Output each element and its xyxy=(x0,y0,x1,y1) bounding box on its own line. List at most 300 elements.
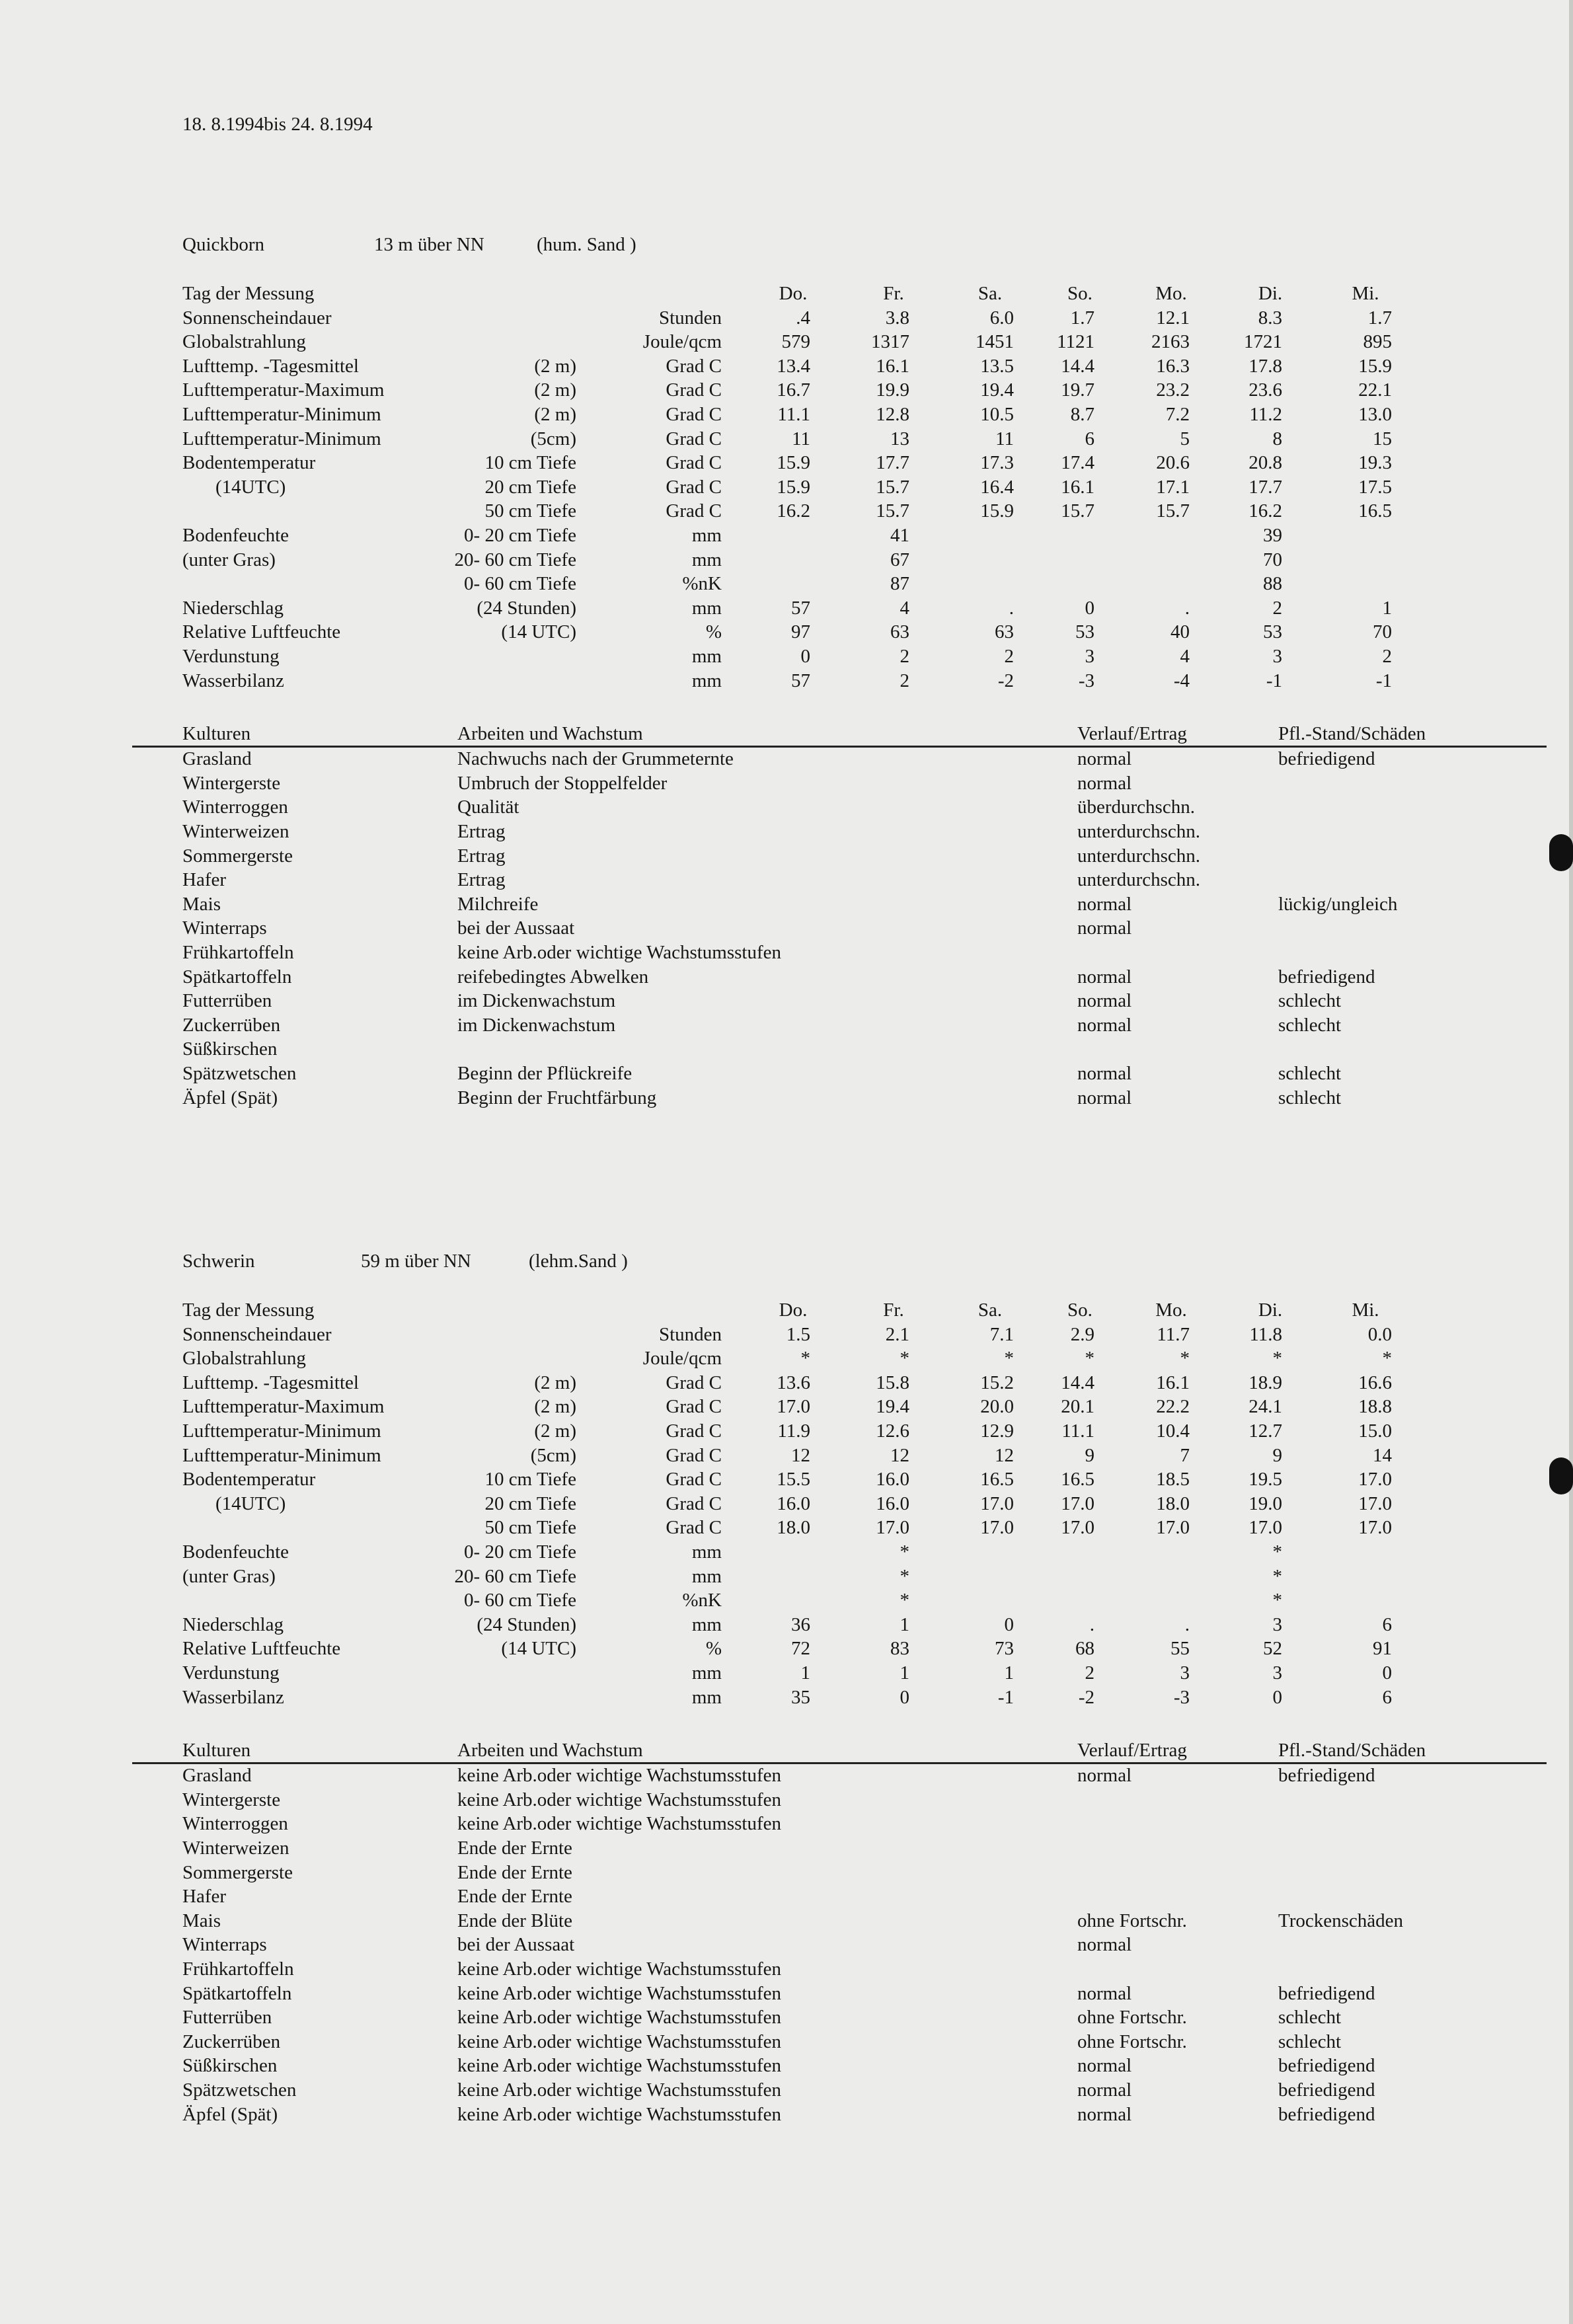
crop-work-growth: im Dickenwachstum xyxy=(457,990,616,1012)
measurement-value: 16.5 xyxy=(1061,1469,1094,1491)
measurement-label: Sonnenscheindauer xyxy=(182,307,332,329)
day-header: Fr. xyxy=(883,283,904,304)
crop-work-growth: Ertrag xyxy=(457,845,506,867)
measurement-value: * xyxy=(1272,1590,1282,1611)
measurement-label: Lufttemperatur-Maximum xyxy=(182,1396,385,1418)
day-header: Do. xyxy=(779,1299,808,1321)
measurement-value: .4 xyxy=(796,307,810,329)
measurement-value: 12.7 xyxy=(1248,1420,1282,1442)
measurement-value: 895 xyxy=(1363,331,1392,353)
measurement-label: Sonnenscheindauer xyxy=(182,1323,332,1345)
measurement-value: 55 xyxy=(1170,1638,1190,1660)
measurement-value: 12.6 xyxy=(876,1420,909,1442)
measurement-value: 67 xyxy=(890,549,909,570)
measurement-value: 8.7 xyxy=(1070,404,1094,425)
punch-hole-top xyxy=(1549,834,1573,871)
measurement-value: 40 xyxy=(1170,621,1190,643)
measurement-value: 11 xyxy=(995,428,1014,449)
measurement-value: 7.2 xyxy=(1165,404,1190,425)
measurement-unit: Grad C xyxy=(666,1372,722,1393)
measurement-value: 17.4 xyxy=(1061,452,1094,474)
crop-name: Äpfel (Spät) xyxy=(182,1087,278,1108)
measurement-value: * xyxy=(1180,1348,1190,1370)
measurement-value: 6 xyxy=(1382,1613,1392,1635)
measurement-value: . xyxy=(1184,597,1190,619)
measurement-label: Niederschlag xyxy=(182,597,284,619)
measurement-value: 13.6 xyxy=(777,1372,810,1393)
measurement-value: 53 xyxy=(1263,621,1282,643)
measurement-value: 52 xyxy=(1263,1638,1282,1660)
measurement-value: 19.7 xyxy=(1061,379,1094,401)
measurement-value: 23.2 xyxy=(1156,379,1190,401)
crop-name: Zuckerrüben xyxy=(182,2031,281,2052)
measurement-label: Wasserbilanz xyxy=(182,1686,284,1708)
measurement-value: 57 xyxy=(791,670,810,691)
measurement-value: 1.7 xyxy=(1070,307,1094,329)
measurement-value: 0 xyxy=(1382,1662,1392,1684)
crop-work-growth: keine Arb.oder wichtige Wachstumsstufen xyxy=(457,1813,782,1835)
measurement-unit: Grad C xyxy=(666,1420,722,1442)
measurement-value: 8.3 xyxy=(1258,307,1282,329)
day-header: Mi. xyxy=(1352,283,1379,304)
measurement-depth: (2 m) xyxy=(534,1396,576,1418)
crop-name: Winterraps xyxy=(182,917,267,939)
measurement-unit: mm xyxy=(691,1613,722,1635)
measurement-value: 16.6 xyxy=(1358,1372,1392,1393)
measurement-label: (14UTC) xyxy=(215,1492,286,1514)
measurement-value: 73 xyxy=(995,1638,1014,1660)
measurement-depth: 10 cm Tiefe xyxy=(484,1469,576,1491)
measurement-value: 15.9 xyxy=(777,476,810,498)
measurement-value: 12.8 xyxy=(876,404,909,425)
day-header: Di. xyxy=(1258,1299,1283,1321)
crop-progress-yield: normal xyxy=(1077,772,1132,794)
crop-progress-yield: normal xyxy=(1077,1063,1132,1084)
crop-work-growth: Qualität xyxy=(457,796,519,818)
measurement-value: 15.9 xyxy=(1358,355,1392,377)
measurement-unit: Grad C xyxy=(666,404,722,425)
crop-progress-yield: normal xyxy=(1077,2079,1132,2101)
crop-work-growth: keine Arb.oder wichtige Wachstumsstufen xyxy=(457,1982,782,2004)
measurement-value: 15 xyxy=(1373,428,1392,449)
measurement-value: 17.0 xyxy=(1061,1517,1094,1539)
day-header: Sa. xyxy=(978,283,1003,304)
measurement-value: 17.0 xyxy=(1248,1517,1282,1539)
measurement-value: 39 xyxy=(1263,525,1282,546)
measurement-unit: Grad C xyxy=(666,1469,722,1491)
measurement-value: 2.1 xyxy=(885,1323,909,1345)
crop-work-growth: keine Arb.oder wichtige Wachstumsstufen xyxy=(457,2007,782,2029)
measurement-value: 11.9 xyxy=(777,1420,810,1442)
crop-name: Frühkartoffeln xyxy=(182,942,294,963)
measurement-value: 36 xyxy=(791,1613,810,1635)
crop-name: Spätzwetschen xyxy=(182,1063,297,1084)
measurement-value: 13.5 xyxy=(980,355,1014,377)
measurement-value: * xyxy=(900,1565,909,1587)
measurement-label: Lufttemp. -Tagesmittel xyxy=(182,1372,359,1393)
measurement-depth: (2 m) xyxy=(534,404,576,425)
measurement-value: 11.2 xyxy=(1249,404,1282,425)
measurement-value: 22.1 xyxy=(1358,379,1392,401)
measurement-value: 20.8 xyxy=(1248,452,1282,474)
measurement-value: . xyxy=(1184,1613,1190,1635)
measurement-unit: Joule/qcm xyxy=(642,1348,722,1370)
measurement-label: Lufttemperatur-Minimum xyxy=(182,404,381,425)
measurement-value: 10.5 xyxy=(980,404,1014,425)
measurement-value: 16.0 xyxy=(777,1492,810,1514)
paper-edge xyxy=(1569,0,1573,2324)
crop-name: Hafer xyxy=(182,1886,227,1908)
measurement-unit: mm xyxy=(691,1541,722,1563)
measurement-value: 6.0 xyxy=(989,307,1014,329)
measurement-value: 12 xyxy=(890,1444,909,1466)
measurement-value: * xyxy=(900,1541,909,1563)
measurement-depth: 50 cm Tiefe xyxy=(484,500,576,522)
measurement-depth: (2 m) xyxy=(534,379,576,401)
measurement-value: 41 xyxy=(890,525,909,546)
crop-work-growth: Umbruch der Stoppelfelder xyxy=(457,772,668,794)
measurement-value: 11.1 xyxy=(777,404,810,425)
measurement-depth: 0- 20 cm Tiefe xyxy=(464,525,576,546)
measurement-value: 18.0 xyxy=(777,1517,810,1539)
crop-progress-yield: normal xyxy=(1077,893,1132,915)
station-elevation: 59 m über NN xyxy=(361,1251,471,1272)
crop-condition: befriedigend xyxy=(1278,748,1375,770)
measurement-value: 18.8 xyxy=(1358,1396,1392,1418)
crop-condition: schlecht xyxy=(1278,1087,1342,1108)
measurement-label: Verdunstung xyxy=(182,646,280,667)
measurement-value: -2 xyxy=(1078,1686,1094,1708)
measurement-value: 1121 xyxy=(1057,331,1094,353)
measurement-label: Relative Luftfeuchte xyxy=(182,621,341,643)
measurement-value: 0 xyxy=(900,1686,909,1708)
measurement-value: 16.0 xyxy=(876,1492,909,1514)
measurement-value: 18.9 xyxy=(1248,1372,1282,1393)
crop-name: Futterrüben xyxy=(182,2007,272,2029)
measurement-value: -1 xyxy=(1266,670,1282,691)
measurement-value: * xyxy=(800,1348,810,1370)
measurement-value: 23.6 xyxy=(1248,379,1282,401)
measurement-value: 2.9 xyxy=(1070,1323,1094,1345)
measurement-value: 7.1 xyxy=(989,1323,1014,1345)
crop-name: Wintergerste xyxy=(182,1789,281,1810)
measurement-value: 0.0 xyxy=(1367,1323,1392,1345)
crop-column-header: Kulturen xyxy=(182,1740,251,1762)
measurement-value: 3 xyxy=(1085,646,1094,667)
measurement-value: * xyxy=(1272,1565,1282,1587)
day-header: Di. xyxy=(1258,283,1283,304)
crop-work-growth: reifebedingtes Abwelken xyxy=(457,966,649,988)
measurement-value: * xyxy=(1272,1541,1282,1563)
date-range: 18. 8.1994bis 24. 8.1994 xyxy=(182,114,373,135)
measurement-value: 19.4 xyxy=(876,1396,909,1418)
measurement-unit: %nK xyxy=(682,1590,722,1611)
station-elevation: 13 m über NN xyxy=(374,234,484,255)
measurement-value: 19.5 xyxy=(1248,1469,1282,1491)
measurement-label: (unter Gras) xyxy=(182,1565,276,1587)
measurement-value: 15.5 xyxy=(777,1469,810,1491)
measurement-unit: mm xyxy=(691,597,722,619)
crop-work-growth: im Dickenwachstum xyxy=(457,1014,616,1036)
measurement-value: 88 xyxy=(1263,573,1282,595)
measurement-value: 97 xyxy=(791,621,810,643)
measurement-value: 0 xyxy=(1004,1613,1014,1635)
crop-condition: befriedigend xyxy=(1278,1982,1375,2004)
measurement-value: 16.5 xyxy=(980,1469,1014,1491)
measurement-unit: Grad C xyxy=(666,500,722,522)
measurement-value: * xyxy=(1004,1348,1014,1370)
measurement-unit: mm xyxy=(691,670,722,691)
measurement-value: 1 xyxy=(900,1613,909,1635)
crop-condition: Trockenschäden xyxy=(1278,1910,1403,1931)
measurement-value: 68 xyxy=(1075,1638,1094,1660)
crop-name: Mais xyxy=(182,893,221,915)
measurement-depth: (24 Stunden) xyxy=(477,1613,576,1635)
measurement-value: 1317 xyxy=(871,331,909,353)
crop-name: Hafer xyxy=(182,869,227,891)
crop-work-growth: keine Arb.oder wichtige Wachstumsstufen xyxy=(457,2031,782,2052)
crop-column-header: Kulturen xyxy=(182,723,251,745)
measurement-label: Globalstrahlung xyxy=(182,331,306,353)
measurement-depth: (2 m) xyxy=(534,1420,576,1442)
crop-name: Winterweizen xyxy=(182,1838,289,1859)
measurement-value: 10.4 xyxy=(1156,1420,1190,1442)
crop-progress-yield: normal xyxy=(1077,1087,1132,1108)
measurement-value: 17.1 xyxy=(1156,476,1190,498)
measurement-unit: Grad C xyxy=(666,355,722,377)
measurement-label: Lufttemperatur-Minimum xyxy=(182,428,381,449)
crop-condition: lückig/ungleich xyxy=(1278,893,1398,915)
crop-name: Grasland xyxy=(182,1765,252,1787)
measurement-value: 91 xyxy=(1373,1638,1392,1660)
crop-progress-yield: normal xyxy=(1077,917,1132,939)
measurement-label: (14UTC) xyxy=(215,476,286,498)
measurement-label: Verdunstung xyxy=(182,1662,280,1684)
measurement-unit: Grad C xyxy=(666,1444,722,1466)
measurement-value: 9 xyxy=(1272,1444,1282,1466)
crop-name: Sommergerste xyxy=(182,845,293,867)
measurement-value: -2 xyxy=(997,670,1014,691)
measurement-value: 17.3 xyxy=(980,452,1014,474)
measurement-value: 0 xyxy=(1272,1686,1282,1708)
measurement-label: Lufttemperatur-Minimum xyxy=(182,1420,381,1442)
crop-name: Süßkirschen xyxy=(182,2055,278,2077)
measurement-value: 8 xyxy=(1272,428,1282,449)
crop-progress-yield: normal xyxy=(1077,966,1132,988)
crop-column-header: Pfl.-Stand/Schäden xyxy=(1278,723,1426,745)
measurement-label: Bodenfeuchte xyxy=(182,525,289,546)
station-soil: (lehm.Sand ) xyxy=(529,1251,628,1272)
measurement-depth: 50 cm Tiefe xyxy=(484,1517,576,1539)
measurement-value: 16.2 xyxy=(1248,500,1282,522)
measurement-value: 63 xyxy=(890,621,909,643)
measurement-value: 15.8 xyxy=(876,1372,909,1393)
measurement-unit: mm xyxy=(691,646,722,667)
measurement-unit: Grad C xyxy=(666,1396,722,1418)
measurement-value: 16.3 xyxy=(1156,355,1190,377)
measurement-label: Lufttemperatur-Maximum xyxy=(182,379,385,401)
day-header: Do. xyxy=(779,283,808,304)
measurement-value: 15.7 xyxy=(876,500,909,522)
crop-name: Winterroggen xyxy=(182,796,288,818)
crop-work-growth: keine Arb.oder wichtige Wachstumsstufen xyxy=(457,2103,782,2125)
measurement-label: Tag der Messung xyxy=(182,1299,315,1321)
measurement-depth: 0- 60 cm Tiefe xyxy=(464,573,576,595)
measurement-value: 11 xyxy=(792,428,810,449)
measurement-value: 12 xyxy=(995,1444,1014,1466)
crop-condition: schlecht xyxy=(1278,990,1342,1012)
measurement-unit: Grad C xyxy=(666,452,722,474)
crop-progress-yield: normal xyxy=(1077,1934,1132,1956)
measurement-value: 72 xyxy=(791,1638,810,1660)
crop-work-growth: keine Arb.oder wichtige Wachstumsstufen xyxy=(457,942,782,963)
measurement-value: 17.7 xyxy=(876,452,909,474)
crop-condition: schlecht xyxy=(1278,2031,1342,2052)
measurement-value: 13.0 xyxy=(1358,404,1392,425)
measurement-value: 15.7 xyxy=(1061,500,1094,522)
measurement-value: 3 xyxy=(1180,1662,1190,1684)
measurement-value: 17.5 xyxy=(1358,476,1392,498)
measurement-value: 1.7 xyxy=(1367,307,1392,329)
crop-work-growth: keine Arb.oder wichtige Wachstumsstufen xyxy=(457,1765,782,1787)
crop-progress-yield: ohne Fortschr. xyxy=(1077,2031,1187,2052)
measurement-value: 17.7 xyxy=(1248,476,1282,498)
crop-progress-yield: normal xyxy=(1077,2103,1132,2125)
measurement-value: 19.4 xyxy=(980,379,1014,401)
measurement-value: 3 xyxy=(1272,1662,1282,1684)
crop-work-growth: Beginn der Fruchtfärbung xyxy=(457,1087,657,1108)
measurement-value: -1 xyxy=(997,1686,1014,1708)
measurement-unit: %nK xyxy=(682,573,722,595)
crop-condition: schlecht xyxy=(1278,1014,1342,1036)
measurement-value: 70 xyxy=(1373,621,1392,643)
measurement-value: 18.5 xyxy=(1156,1469,1190,1491)
measurement-depth: (14 UTC) xyxy=(501,1638,576,1660)
crop-name: Spätzwetschen xyxy=(182,2079,297,2101)
crop-column-header: Verlauf/Ertrag xyxy=(1077,723,1187,745)
measurement-value: 15.7 xyxy=(1156,500,1190,522)
measurement-value: * xyxy=(900,1590,909,1611)
crop-work-growth: Milchreife xyxy=(457,893,539,915)
measurement-value: * xyxy=(1382,1348,1392,1370)
measurement-value: 16.1 xyxy=(1061,476,1094,498)
crop-work-growth: keine Arb.oder wichtige Wachstumsstufen xyxy=(457,2055,782,2077)
measurement-value: * xyxy=(1272,1348,1282,1370)
measurement-depth: 0- 60 cm Tiefe xyxy=(464,1590,576,1611)
measurement-label: Niederschlag xyxy=(182,1613,284,1635)
measurement-value: 20.0 xyxy=(980,1396,1014,1418)
measurement-value: 2 xyxy=(900,646,909,667)
measurement-value: 35 xyxy=(791,1686,810,1708)
measurement-value: 2 xyxy=(1272,597,1282,619)
measurement-value: 17.0 xyxy=(1358,1469,1392,1491)
crop-progress-yield: ohne Fortschr. xyxy=(1077,1910,1187,1931)
measurement-value: 11.1 xyxy=(1061,1420,1094,1442)
measurement-depth: (2 m) xyxy=(534,355,576,377)
measurement-label: Lufttemp. -Tagesmittel xyxy=(182,355,359,377)
measurement-value: 17.0 xyxy=(980,1492,1014,1514)
day-header: Mo. xyxy=(1155,1299,1187,1321)
day-header: Mo. xyxy=(1155,283,1187,304)
measurement-value: 7 xyxy=(1180,1444,1190,1466)
measurement-label: Tag der Messung xyxy=(182,283,315,304)
measurement-value: 12 xyxy=(791,1444,810,1466)
crop-condition: befriedigend xyxy=(1278,2079,1375,2101)
crop-work-growth: Ende der Ernte xyxy=(457,1838,572,1859)
crop-name: Winterroggen xyxy=(182,1813,288,1835)
measurement-value: 17.0 xyxy=(1358,1517,1392,1539)
measurement-unit: % xyxy=(705,1638,722,1660)
day-header: Fr. xyxy=(883,1299,904,1321)
measurement-unit: Grad C xyxy=(666,1492,722,1514)
measurement-value: 15.0 xyxy=(1358,1420,1392,1442)
crop-condition: befriedigend xyxy=(1278,2055,1375,2077)
crop-progress-yield: normal xyxy=(1077,1014,1132,1036)
measurement-value: 17.0 xyxy=(980,1517,1014,1539)
measurement-label: Lufttemperatur-Minimum xyxy=(182,1444,381,1466)
measurement-value: 2 xyxy=(1382,646,1392,667)
measurement-value: 1 xyxy=(900,1662,909,1684)
crop-name: Grasland xyxy=(182,748,252,770)
measurement-depth: (5cm) xyxy=(530,1444,576,1466)
crop-progress-yield: normal xyxy=(1077,990,1132,1012)
measurement-value: 14.4 xyxy=(1061,1372,1094,1393)
measurement-value: 3 xyxy=(1272,646,1282,667)
crop-name: Wintergerste xyxy=(182,772,281,794)
measurement-value: 3 xyxy=(1272,1613,1282,1635)
measurement-label: Wasserbilanz xyxy=(182,670,284,691)
measurement-value: 20.1 xyxy=(1061,1396,1094,1418)
measurement-value: 16.5 xyxy=(1358,500,1392,522)
crop-name: Süßkirschen xyxy=(182,1038,278,1060)
measurement-value: 3.8 xyxy=(885,307,909,329)
station-name: Schwerin xyxy=(182,1251,255,1272)
measurement-value: 17.0 xyxy=(876,1517,909,1539)
crop-column-header: Verlauf/Ertrag xyxy=(1077,1740,1187,1762)
measurement-value: 17.0 xyxy=(777,1396,810,1418)
crop-condition: befriedigend xyxy=(1278,966,1375,988)
measurement-depth: 0- 20 cm Tiefe xyxy=(464,1541,576,1563)
measurement-value: 1721 xyxy=(1244,331,1282,353)
measurement-value: 16.7 xyxy=(777,379,810,401)
measurement-value: 15.2 xyxy=(980,1372,1014,1393)
measurement-value: 22.2 xyxy=(1156,1396,1190,1418)
crop-name: Äpfel (Spät) xyxy=(182,2103,278,2125)
crop-work-growth: keine Arb.oder wichtige Wachstumsstufen xyxy=(457,1789,782,1810)
measurement-value: 2163 xyxy=(1151,331,1190,353)
crop-progress-yield: normal xyxy=(1077,1982,1132,2004)
crop-progress-yield: normal xyxy=(1077,748,1132,770)
measurement-value: 1451 xyxy=(976,331,1014,353)
crop-name: Futterrüben xyxy=(182,990,272,1012)
measurement-value: 20.6 xyxy=(1156,452,1190,474)
measurement-label: Globalstrahlung xyxy=(182,1348,306,1370)
measurement-depth: 20- 60 cm Tiefe xyxy=(454,549,576,570)
measurement-value: 2 xyxy=(1085,1662,1094,1684)
measurement-value: 15.9 xyxy=(980,500,1014,522)
measurement-depth: 20 cm Tiefe xyxy=(484,476,576,498)
measurement-unit: Grad C xyxy=(666,476,722,498)
measurement-label: Bodentemperatur xyxy=(182,452,316,474)
crop-progress-yield: unterdurchschn. xyxy=(1077,869,1201,891)
crop-work-growth: Ende der Ernte xyxy=(457,1861,572,1883)
measurement-depth: (2 m) xyxy=(534,1372,576,1393)
crop-work-growth: Nachwuchs nach der Grummeternte xyxy=(457,748,734,770)
crop-condition: schlecht xyxy=(1278,2007,1342,2029)
measurement-unit: mm xyxy=(691,549,722,570)
measurement-value: . xyxy=(1089,1613,1094,1635)
punch-hole-bottom xyxy=(1549,1457,1573,1494)
